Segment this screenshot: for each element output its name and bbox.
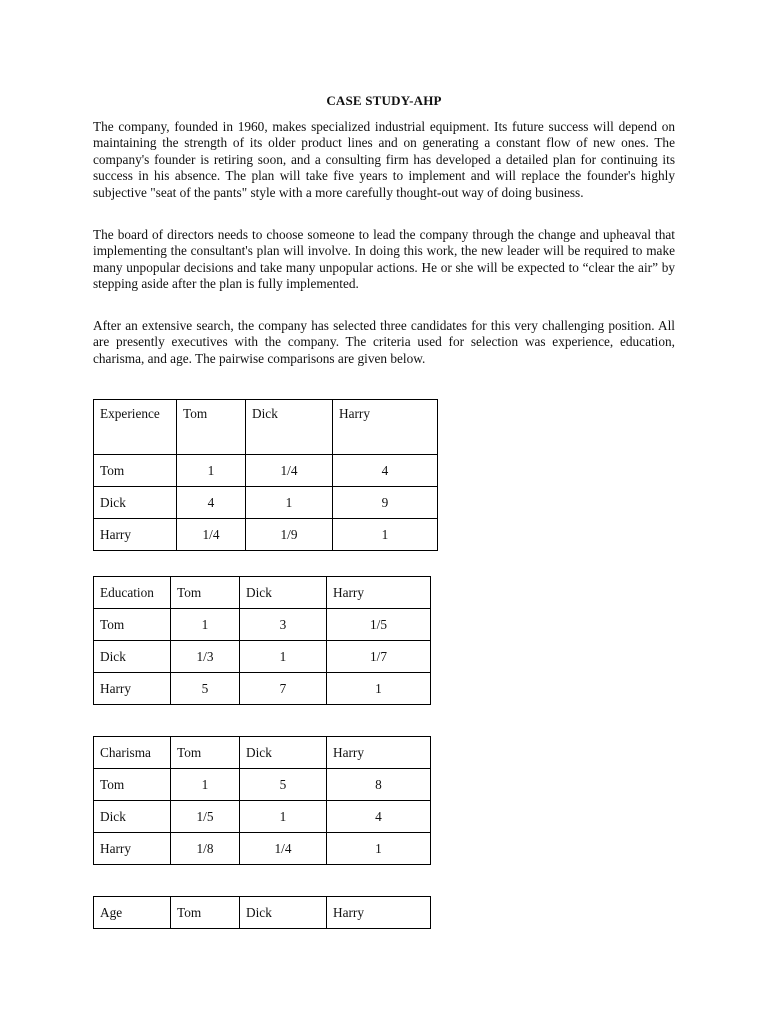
paragraph-intro: The company, founded in 1960, makes specialized industrial equipment. Its future success will depend on maintaining the strength of its older product lines and on generating a constant flow of new ones. The company's founder is retiring soon, and a consulting firm has developed a detailed plan for continuing its success in his absence. The plan will take five years to implement and will replace the founder's highly subjective "seat of the pants" style with a more carefully thought-out way of doing business.: [93, 119, 675, 200]
row-header: Dick: [94, 487, 177, 519]
table-row: [94, 641, 431, 673]
table-cell: 3: [240, 609, 327, 641]
table-row: [94, 673, 431, 705]
row-header: Harry: [94, 673, 171, 705]
table-cell: 1/4: [177, 519, 246, 551]
table-header-row: [94, 400, 438, 455]
table-cell: 1: [171, 769, 240, 801]
document-title: CASE STUDY-AHP: [326, 93, 442, 108]
table-row: [94, 769, 431, 801]
table-cell: 1: [327, 833, 431, 865]
table-header-row: [94, 897, 431, 929]
paragraph-search: After an extensive search, the company has selected three candidates for this very challenging position. All are presently executives with the company. The criteria used for selection was experience, education, charisma, and age. The pairwise comparisons are given below.: [93, 318, 675, 366]
table-cell: 1/3: [171, 641, 240, 673]
table-cell: 1/7: [327, 641, 431, 673]
column-header: Tom: [171, 897, 240, 929]
table-cell: 1: [177, 455, 246, 487]
table-cell: 1: [240, 801, 327, 833]
column-header: Harry: [327, 897, 431, 929]
table-header-row: [94, 577, 431, 609]
table-cell: 1/5: [171, 801, 240, 833]
table-cell: 4: [177, 487, 246, 519]
table-cell: 1/4: [240, 833, 327, 865]
table-header-row: [94, 737, 431, 769]
row-header: Tom: [94, 769, 171, 801]
row-header: Dick: [94, 641, 171, 673]
column-header: Dick: [240, 577, 327, 609]
table-cell: 1: [327, 673, 431, 705]
column-header: Tom: [171, 577, 240, 609]
age-table: [93, 896, 431, 929]
column-header: Dick: [240, 897, 327, 929]
row-header: Tom: [94, 609, 171, 641]
table-cell: 1/4: [246, 455, 333, 487]
row-header: Harry: [94, 833, 171, 865]
table-row: [94, 833, 431, 865]
column-header: Tom: [177, 400, 246, 455]
table-row: [94, 487, 438, 519]
criterion-header: Age: [94, 897, 171, 929]
table-row: [94, 609, 431, 641]
row-header: Tom: [94, 455, 177, 487]
row-header: Harry: [94, 519, 177, 551]
charisma-table: [93, 736, 431, 865]
table-cell: 1/9: [246, 519, 333, 551]
criterion-header: Charisma: [94, 737, 171, 769]
criterion-header: Experience: [94, 400, 177, 455]
paragraph-board: The board of directors needs to choose someone to lead the company through the change and upheaval that implementing the consultant's plan will involve. In doing this work, the new leader will be required to make many unpopular decisions and take many unpopular actions. He or she will be expected to “clear the air” by stepping aside after the plan is fully implemented.: [93, 227, 675, 292]
table-cell: 4: [327, 801, 431, 833]
table-cell: 5: [240, 769, 327, 801]
table-cell: 1/5: [327, 609, 431, 641]
table-cell: 1: [240, 641, 327, 673]
column-header: Dick: [240, 737, 327, 769]
table-cell: 1/8: [171, 833, 240, 865]
criterion-header: Education: [94, 577, 171, 609]
table-cell: 4: [333, 455, 438, 487]
experience-table: [93, 399, 438, 551]
row-header: Dick: [94, 801, 171, 833]
table-row: [94, 801, 431, 833]
column-header: Harry: [327, 577, 431, 609]
column-header: Harry: [327, 737, 431, 769]
table-cell: 9: [333, 487, 438, 519]
table-cell: 7: [240, 673, 327, 705]
table-row: [94, 455, 438, 487]
table-cell: 1: [333, 519, 438, 551]
column-header: Dick: [246, 400, 333, 455]
column-header: Tom: [171, 737, 240, 769]
table-row: [94, 519, 438, 551]
education-table: [93, 576, 431, 705]
table-cell: 1: [171, 609, 240, 641]
table-cell: 5: [171, 673, 240, 705]
table-cell: 1: [246, 487, 333, 519]
table-cell: 8: [327, 769, 431, 801]
column-header: Harry: [333, 400, 438, 455]
